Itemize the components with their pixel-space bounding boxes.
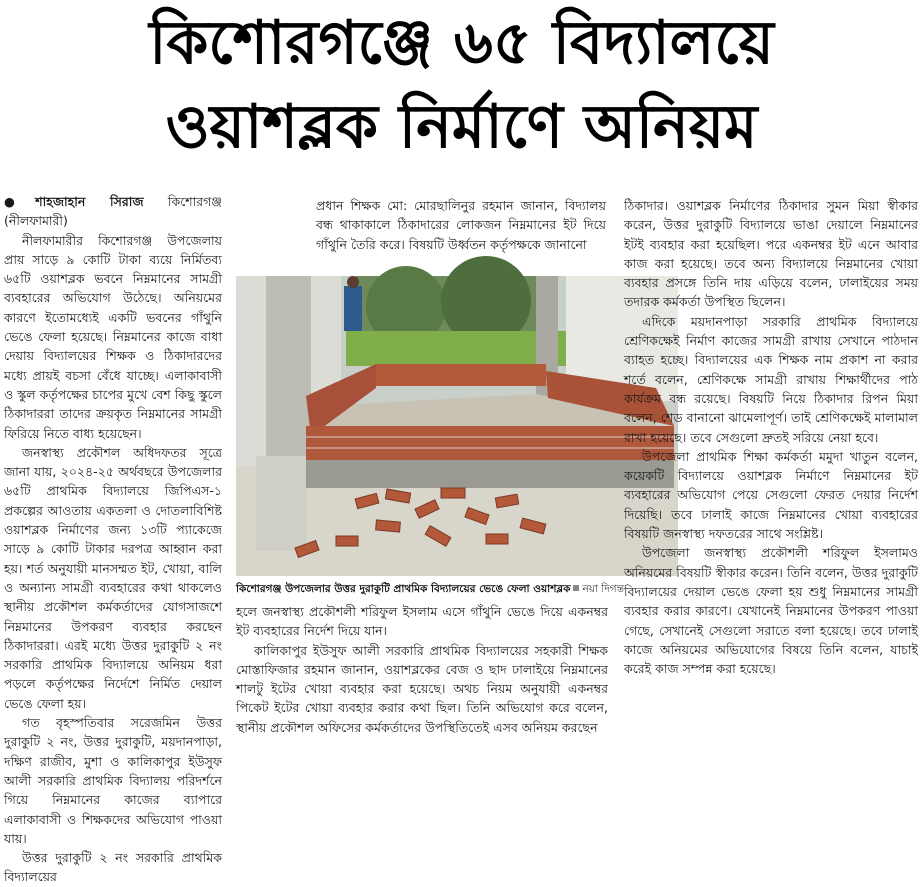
paragraph: উপজেলা জনস্বাস্থ্য প্রকৌশলী শরিফুল ইসলামও অনিয়মের বিষয়টি স্বীকার করেন। তিনি বলেন, উত্তর দুরাকুটি বিদ্যালয়ের দেয়াল ভেঙে ফেলা হয় শুধু নিম্নমানের সামগ্রী ব্যবহার করার কারণে। যেখানেই নিম্নমানের উপকরণ পাওয়া গেছে, সেখানেই সেগুলো সরাতে বলা হয়েছে। তবে ঢালাই কাজে অনিয়মের অভিযোগের বিষয়ে তিনি বলেন, যাচাই করেই কাজ সম্পন্ন করা হয়েছে। [624,545,918,677]
square-bullet-icon [573,585,579,591]
washblock-construction-photo [236,276,678,576]
paragraph: ঠিকাদার। ওয়াশব্লক নির্মাণের ঠিকাদার সুমন মিয়া স্বীকার করেন, উত্তর দুরাকুটি বিদ্যালয়ে ভাঙা দেয়ালে নিম্নমানের ইটই ব্যবহার করা হয়েছিল। পরে একনম্বর ইট এনে আবার কাজ করা হয়েছে। তবে অন্য বিদ্যালয়ে নিম্নমানের খোয়া ব্যবহার প্রসঙ্গে তিনি দায় এড়িয়ে বলেন, ঢালাইয়ের সময় তদারক কর্মকর্তা উপস্থিত ছিলেন। [624,198,918,310]
article-column-1 [4,192,222,885]
headline-line-1: কিশোরগঞ্জে ৬৫ বিদ্যালয়ে [149,8,774,78]
byline-author: শাহজাহান সিরাজ [35,194,144,209]
paragraph: জনস্বাস্থ্য প্রকৌশল অধিদফতর সূত্রে জানা যায়, ২০২৪-২৫ অর্থবছরে উপজেলার ৬৫টি প্রাথমিক বিদ্যালয়ে জিপিএস-১ প্রকল্পের আওতায় একতলা ও দোতলাবিশিষ্ট ওয়াশব্লক নির্মাণের জন্য ১৩টি প্যাকেজে সাড়ে ৯ কোটি টাকার দরপত্র আহ্বান করা হয়। শর্ত অনুযায়ী মানসম্মত ইট, খোয়া, বালি ও অন্যান্য সামগ্রী ব্যবহারের কথা থাকলেও স্থানীয় প্রকৌশল কর্মকর্তাদের যোগসাজশে নিম্নমানের উপকরণ ব্যবহার করছেন ঠিকাদাররা। এরই মধ্যে উত্তর দুরাকুটি ২ নং সরকারি প্রাথমিক বিদ্যালয়ে অনিয়ম ধরা পড়লে কর্তৃপক্ষের নির্দেশে নির্মিত দেয়াল ভেঙে ফেলা হয়। [4,444,222,711]
paragraph: হলে জনস্বাস্থ্য প্রকৌশলী শরিফুল ইসলাম এসে গাঁথুনি ভেঙে দিয়ে একনম্বর ইট ব্যবহারের নির্দেশ দিয়ে যান। [236,604,608,639]
paragraph: প্রধান শিক্ষক মো: মোরছালিনুর রহমান জানান, বিদ্যালয় বন্ধ থাকাকালে ঠিকাদারের লোকজন নিম্নমানের ইট দিয়ে গাঁথুনি তৈরি করে। বিষয়টি উর্ধ্বতন কর্তৃপক্ষকে জানানো [316,198,606,252]
byline [4,192,222,231]
byline-place: কিশোরগঞ্জ (নীলফামারী) [4,194,222,229]
article-column-3 [624,196,918,796]
paragraph: কালিকাপুর ইউসুফ আলী সরকারি প্রাথমিক বিদ্যালয়ের সহকারী শিক্ষক মোস্তাফিজার রহমান জানান, ওয়াশব্লকের বেজ ও ছাদ ঢালাইয়ে নিম্নমানের শালটু ইটের খোয়া ব্যবহার করা হয়েছে। অথচ নিয়ম অনুযায়ী একনম্বর পিকেট ইটের খোয়া ব্যবহার করার কথা ছিল। তিনি অভিযোগ করে বলেন, স্থানীয় প্রকৌশল অফিসের কর্মকর্তাদের উপস্থিতিতেই এসব অনিয়ম করছেন [236,642,608,735]
photo-caption [236,580,678,598]
article-column-2-top [316,196,606,274]
paragraph: গত বৃহস্পতিবার সরেজমিন উত্তর দুরাকুটি ২ নং, উত্তর দুরাকুটি, ময়দানপাড়া, দক্ষিণ রাজীব, মুশা ও কালিকাপুর ইউসুফ আলী সরকারি প্রাথমিক বিদ্যালয় পরিদর্শনে গিয়ে নিম্নমানের কাজের ব্যাপারে এলাকাবাসী ও শিক্ষকদের অভিযোগ পাওয়া যায়। [4,715,222,846]
paragraph: এদিকে ময়দানপাড়া সরকারি প্রাথমিক বিদ্যালয়ে শ্রেণিকক্ষেই নির্মাণ কাজের সামগ্রী রাখায় সেখানে পাঠদান ব্যাহত হচ্ছে। বিদ্যালয়ের এক শিক্ষক নাম প্রকাশ না করার শর্তে বলেন, শ্রেণিকক্ষে সামগ্রী রাখায় শিক্ষার্থীদের পাঠ কার্যক্রম বন্ধ রয়েছে। বিষয়টি নিয়ে ঠিকাদার রিপন মিয়া বলেন, শেড বানানো ঝামেলাপূর্ণ। তাই শ্রেণিকক্ষেই মালামাল রাখা হয়েছে। তবে সেগুলো দ্রুতই সরিয়ে নেয়া হবে। [624,313,918,445]
article-column-2-bottom [236,602,608,796]
headline-line-2: ওয়াশব্লক নির্মাণে অনিয়ম [165,92,758,162]
paragraph: নীলফামারীর কিশোরগঞ্জ উপজেলায় প্রায় সাড়ে ৯ কোটি টাকা ব্যয়ে নির্মিতব্য ৬৫টি ওয়াশব্লক ভবনে নিম্নমানের সামগ্রী ব্যবহারের অভিযোগ উঠেছে। অনিয়মের কারণে ইতোমধ্যেই একটি ভবনের গাঁথুনি ভেঙে ফেলা হয়েছে। নিম্নমানের কাজে বাধা দেয়ায় বিদ্যালয়ের শিক্ষক ও ঠিকাদারদের মধ্যে প্রায়ই বচসা বেঁধে যাচ্ছে। এলাকাবাসী ও স্কুল কর্তৃপক্ষের চাপের মুখে বেশ কিছু স্কুলে ঠিকাদাররা তাদের ক্রয়কৃত নিম্নমানের সামগ্রী ফিরিয়ে নিতে বাধ্য হয়েছেন। [4,232,222,441]
paragraph: উপজেলা প্রাথমিক শিক্ষা কর্মকর্তা মমুদা খাতুন বলেন, কয়েকটি বিদ্যালয়ে ওয়াশব্লক নির্মাণে নিম্নমানের ইট ব্যবহারের অভিযোগ পেয়ে সেগুলো ফেরত দেয়ার নির্দেশ দিয়েছি। তবে ঢালাই কাজে নিম্নমানের খোয়া ব্যবহারের বিষয়টি জনস্বাস্থ্য দফতরের সাথে সংশ্লিষ্ট। [624,448,918,542]
paragraph: উত্তর দুরাকুটি ২ নং সরকারি প্রাথমিক বিদ্যালয়ের [4,850,222,885]
photo-credit: নয়া দিগন্ত [582,583,624,595]
bullet-icon: ● [4,194,36,209]
article-photo [236,276,678,576]
caption-text: কিশোরগঞ্জ উপজেলার উত্তর দুরাকুটি প্রাথমিক বিদ্যালয়ের ভেঙে ফেলা ওয়াশব্লক [236,583,571,595]
